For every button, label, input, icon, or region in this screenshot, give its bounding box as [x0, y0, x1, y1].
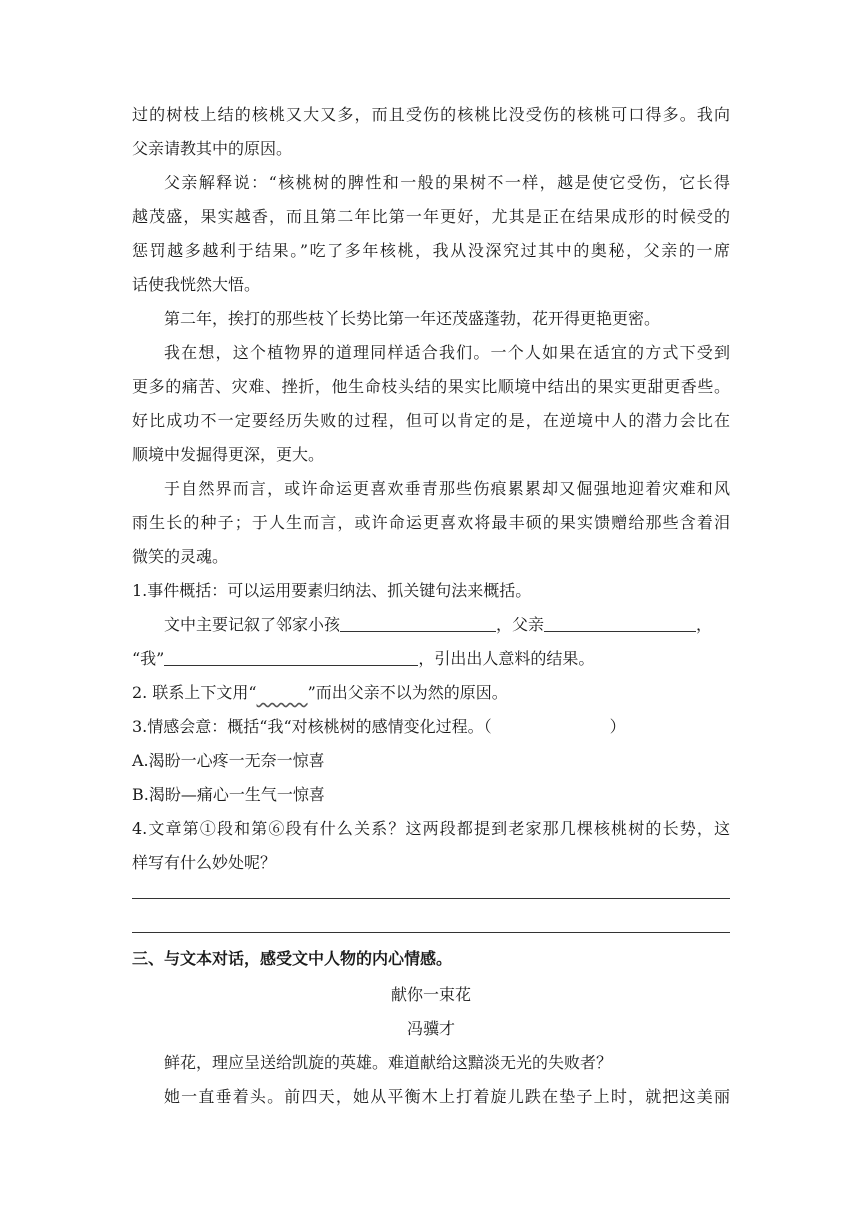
wavy-underline-blank[interactable]	[257, 683, 308, 702]
passage-line: 我在想，这个植物界的道理同样适合我们。一个人如果在适宜的方式下受到	[164, 343, 730, 362]
question-text: ，父亲	[496, 615, 545, 634]
question-text: ）	[609, 717, 626, 736]
option-b: B.渴盼—痛心一生气一惊喜	[132, 785, 325, 804]
passage-line: 顺境中发掘得更深，更大。	[132, 445, 325, 464]
article-paragraph: 她一直垂着头。前四天，她从平衡木上打着旋儿跌在垫子上时，就把这美丽	[164, 1087, 730, 1106]
answer-blank[interactable]	[544, 609, 696, 632]
question-1-line-2	[132, 642, 730, 676]
passage-line: 话使我恍然大悟。	[132, 275, 261, 294]
question-text: ”而出父亲不以为然的原因。	[307, 683, 508, 702]
question-1-title: 1.事件概括：可以运用要素归纳法、抓关键句法来概括。	[132, 581, 532, 600]
passage-line: 父亲解释说：“核桃树的脾性和一般的果树不一样，越是使它受伤，它长得	[164, 173, 730, 192]
question-text: 2. 联系上下文用“	[132, 683, 257, 702]
question-4-line-1: 4.文章第①段和第⑥段有什么关系？这两段都提到老家那几棵核桃树的长势，这	[132, 819, 730, 838]
passage-line: 第二年，挨打的那些枝丫长势比第一年还茂盛蓬勃，花开得更艳更密。	[164, 309, 661, 328]
article-author: 冯骥才	[406, 1019, 455, 1038]
passage-line: 于自然界而言，或许命运更喜欢垂青那些伤痕累累却又倔强地迎着灾难和风	[164, 479, 730, 498]
passage-line: 过的树枝上结的核桃又大又多，而且受伤的核桃比没受伤的核桃可口得多。我向	[132, 105, 730, 124]
question-3	[132, 710, 730, 744]
question-2	[132, 676, 730, 710]
passage-line: 更多的痛苦、灾难、挫折，他生命枝头结的果实比顺境中结出的果实更甜更香些。	[132, 377, 730, 396]
passage-line: 惩罚越多越利于结果。”吃了多年核桃，我从没深究过其中的奥秘，父亲的一席	[132, 241, 730, 260]
passage-line: 越茂盛，果实越香，而且第二年比第一年更好，尤其是正在结果成形的时候受的	[132, 207, 730, 226]
section-heading: 三、与文本对话，感受文中人物的内心情感。	[132, 949, 453, 968]
question-text: ，引出出人意料的结果。	[418, 649, 595, 668]
option-a: A.渴盼一心疼一无奈一惊喜	[132, 751, 325, 770]
question-text: 文中主要记叙了邻家小孩	[164, 615, 341, 634]
question-text: ，	[696, 615, 713, 634]
question-4-line-2: 样写有什么妙处呢？	[132, 853, 277, 872]
article-title: 献你一束花	[390, 985, 471, 1004]
question-text: “我”	[132, 649, 165, 668]
question-1-line-1	[164, 608, 730, 642]
article-paragraph: 鲜花，理应呈送给凯旋的英雄。难道献给这黯淡无光的失败者？	[164, 1053, 613, 1072]
answer-line[interactable]	[132, 898, 730, 899]
passage-line: 微笑的灵魂。	[132, 547, 229, 566]
answer-blank[interactable]	[164, 643, 418, 666]
passage-line: 雨生长的种子；于人生而言，或许命运更喜欢将最丰硕的果实馈赠给那些含着泪	[132, 513, 730, 532]
answer-line[interactable]	[132, 932, 730, 933]
answer-blank[interactable]	[340, 609, 496, 632]
question-text: 3.情感会意：概括“我“对核桃树的感情变化过程。（	[132, 717, 492, 736]
passage-line: 好比成功不一定要经历失败的过程，但可以肯定的是，在逆境中人的潜力会比在	[132, 411, 730, 430]
passage-line: 父亲请教其中的原因。	[132, 139, 293, 158]
